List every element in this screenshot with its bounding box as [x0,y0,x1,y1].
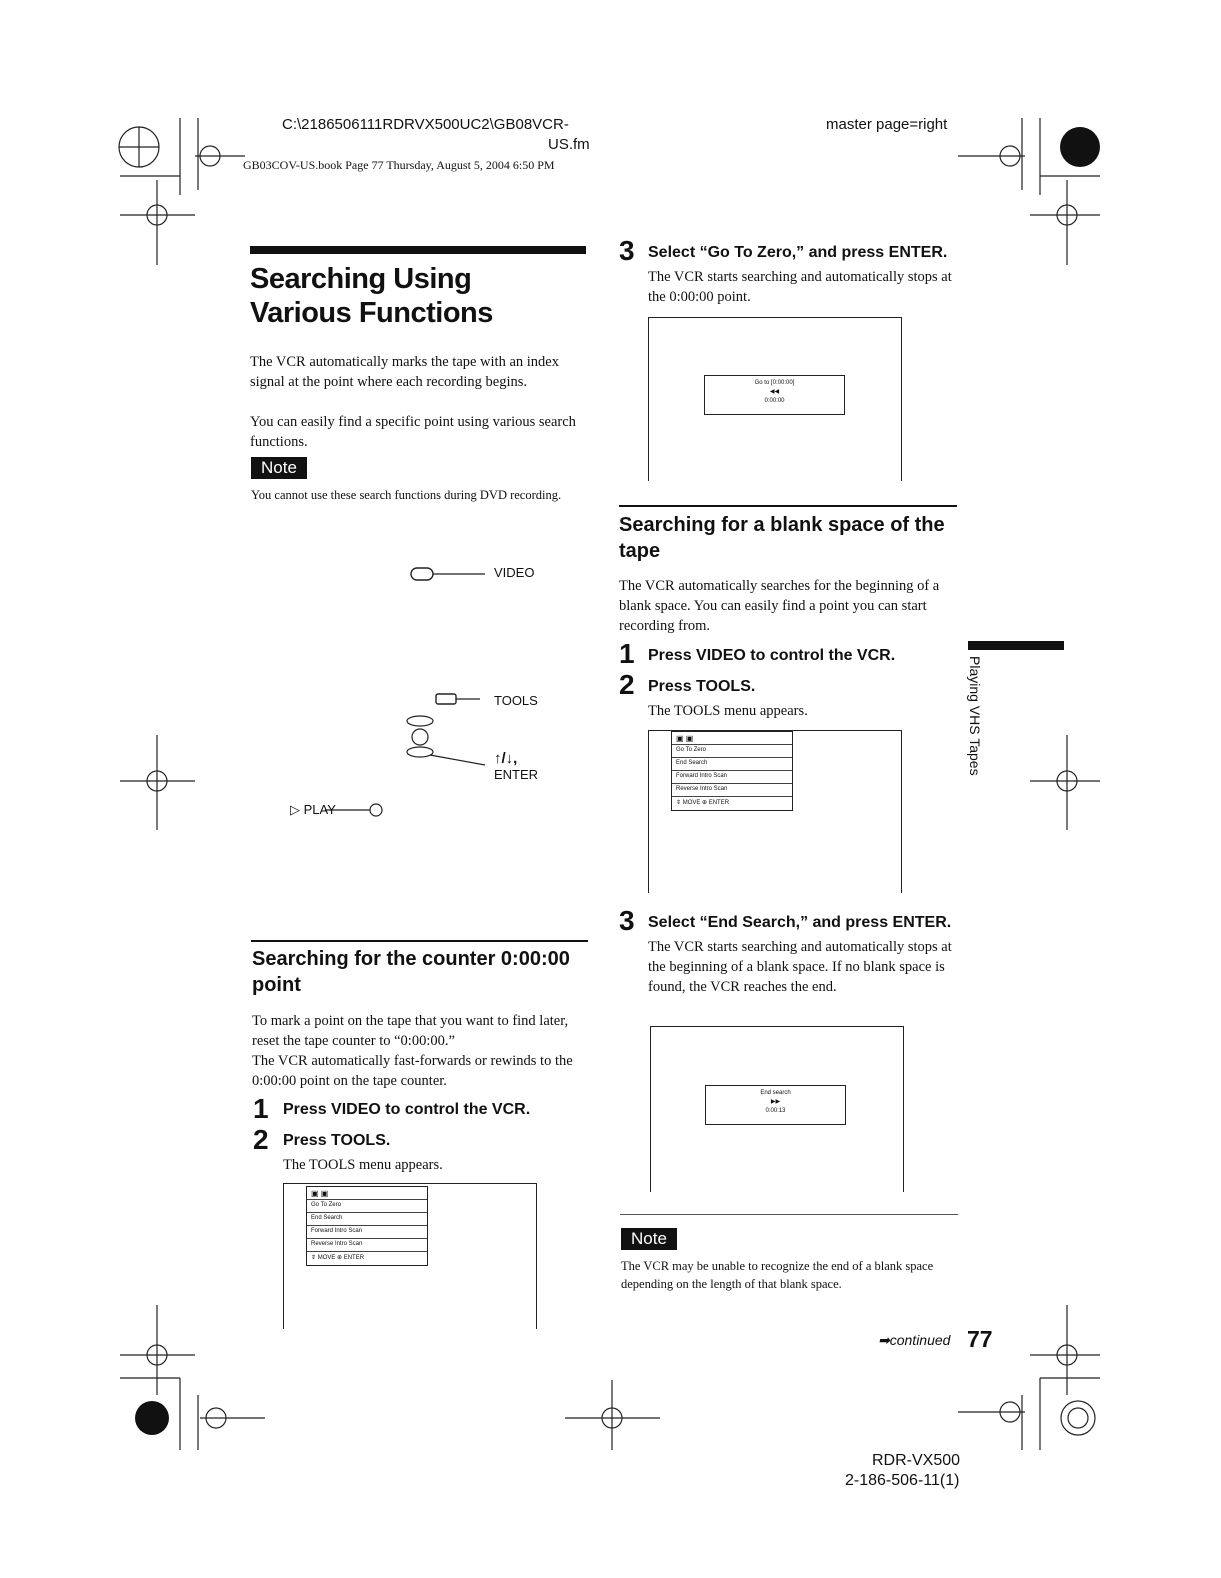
right-step1-text: Press VIDEO to control the VCR. [648,647,896,664]
section-rule-blank [619,505,957,507]
left-tools-menu [306,1186,428,1266]
right-tools-menu [671,731,793,811]
right-step3-text: Select “Go To Zero,” and press ENTER. [648,244,948,261]
model-number: RDR-VX500 [872,1452,961,1469]
file-path-line1: C:\2186506111RDRVX500UC2\GB08VCR- [282,116,569,133]
enter-button-shape [412,729,428,745]
right-step2-number: 2 [619,669,635,700]
end-search-osd [705,1085,846,1125]
section-title-blank: Searching for a blank space of the tape [619,514,945,562]
left-menu-icons: ▣ ▣ [307,1187,427,1200]
tools-button-shape [436,694,456,704]
side-tab-label: Playing VHS Tapes [967,656,983,776]
intro-paragraph-2: You can easily find a specific point using various search functions. [250,414,576,450]
left-step1-number: 1 [253,1093,269,1124]
note-badge-left: Note [251,457,307,479]
right-menu-go-to-zero[interactable]: Go To Zero [672,745,792,758]
video-label: VIDEO [494,565,535,580]
left-step2-text: Press TOOLS. [283,1132,391,1149]
master-page-label: master page=right [826,116,948,133]
intro-paragraph-1: The VCR automatically marks the tape with an index signal at the point where each recording begins. [250,354,559,390]
left-menu-go-to-zero[interactable]: Go To Zero [307,1200,427,1213]
counter-paragraph-1: To mark a point on the tape that you want to find later, reset the tape counter to “0:00:00.” [252,1013,569,1049]
right-step3-paragraph: The VCR starts searching and automatically stops at the 0:00:00 point. [648,269,952,305]
right-step3b-number: 3 [619,905,635,936]
right-menu-icons: ▣ ▣ [672,732,792,745]
right-step2-subtext: The TOOLS menu appears. [648,703,808,719]
osd1-counter: 0:00:00 [764,398,785,404]
left-step1-text: Press VIDEO to control the VCR. [283,1101,531,1118]
right-menu-reverse-intro-scan[interactable]: Reverse Intro Scan [672,784,792,797]
left-menu-reverse-intro-scan[interactable]: Reverse Intro Scan [307,1239,427,1252]
section-rule-counter [251,940,588,942]
left-menu-end-search[interactable]: End Search [307,1213,427,1226]
book-info: GB03COV-US.book Page 77 Thursday, August 5, 2004 6:50 PM [243,158,555,172]
note-rule-right [620,1214,958,1215]
note-text-right: The VCR may be unable to recognize the end of a blank space depending on the length of that blank space. [621,1259,934,1291]
osd1-rewind-icon: ◀◀ [769,389,780,395]
side-tab-bar [968,641,1064,650]
left-step2-number: 2 [253,1124,269,1155]
tools-label: TOOLS [494,693,538,708]
title-rule [250,246,586,254]
osd2-counter: 0:00:13 [765,1108,786,1114]
right-step3-number: 3 [619,235,635,266]
note-text-left: You cannot use these search functions during DVD recording. [251,488,562,502]
play-label-text: PLAY [303,802,336,817]
right-step3b-text: Select “End Search,” and press ENTER. [648,914,952,931]
counter-paragraph-2: The VCR automatically fast-forwards or rewinds to the 0:00:00 point on the tape counter. [252,1053,573,1089]
osd1-line1: Go to [0:00:00] [754,380,795,386]
enter-label: ENTER [494,767,539,782]
osd2-forward-icon: ▶▶ [770,1099,781,1105]
osd2-line1: End search [760,1090,791,1096]
left-menu-footer: ⇕ MOVE ⊕ ENTER [311,1255,365,1261]
play-triangle-icon: ▷ [290,802,304,817]
note-badge-right: Note [621,1228,677,1250]
page-title: Searching Using Various Functions [250,263,493,329]
right-menu-footer: ⇕ MOVE ⊕ ENTER [676,800,730,806]
left-step2-subtext: The TOOLS menu appears. [283,1157,443,1173]
right-menu-end-search[interactable]: End Search [672,758,792,771]
page-number: 77 [967,1326,993,1352]
go-to-zero-osd [704,375,845,415]
right-step1-number: 1 [619,638,635,669]
play-label [290,802,336,818]
part-code: 2-186-506-11(1) [845,1472,960,1489]
arrows-label: ↑/↓, [494,750,518,767]
right-step2-text: Press TOOLS. [648,678,756,695]
right-menu-forward-intro-scan[interactable]: Forward Intro Scan [672,771,792,784]
continued-label: ➡continued [878,1332,951,1348]
section-title-counter: Searching for the counter 0:00:00 point [252,948,570,996]
file-path-line2: US.fm [548,136,590,153]
blank-paragraph: The VCR automatically searches for the beginning of a blank space. You can easily find a point you can start recording from. [619,578,940,634]
video-button-shape [411,568,433,580]
left-menu-forward-intro-scan[interactable]: Forward Intro Scan [307,1226,427,1239]
right-step3b-paragraph: The VCR starts searching and automatically stops at the beginning of a blank space. If no blank space is found, the VCR reaches the end. [648,939,952,995]
